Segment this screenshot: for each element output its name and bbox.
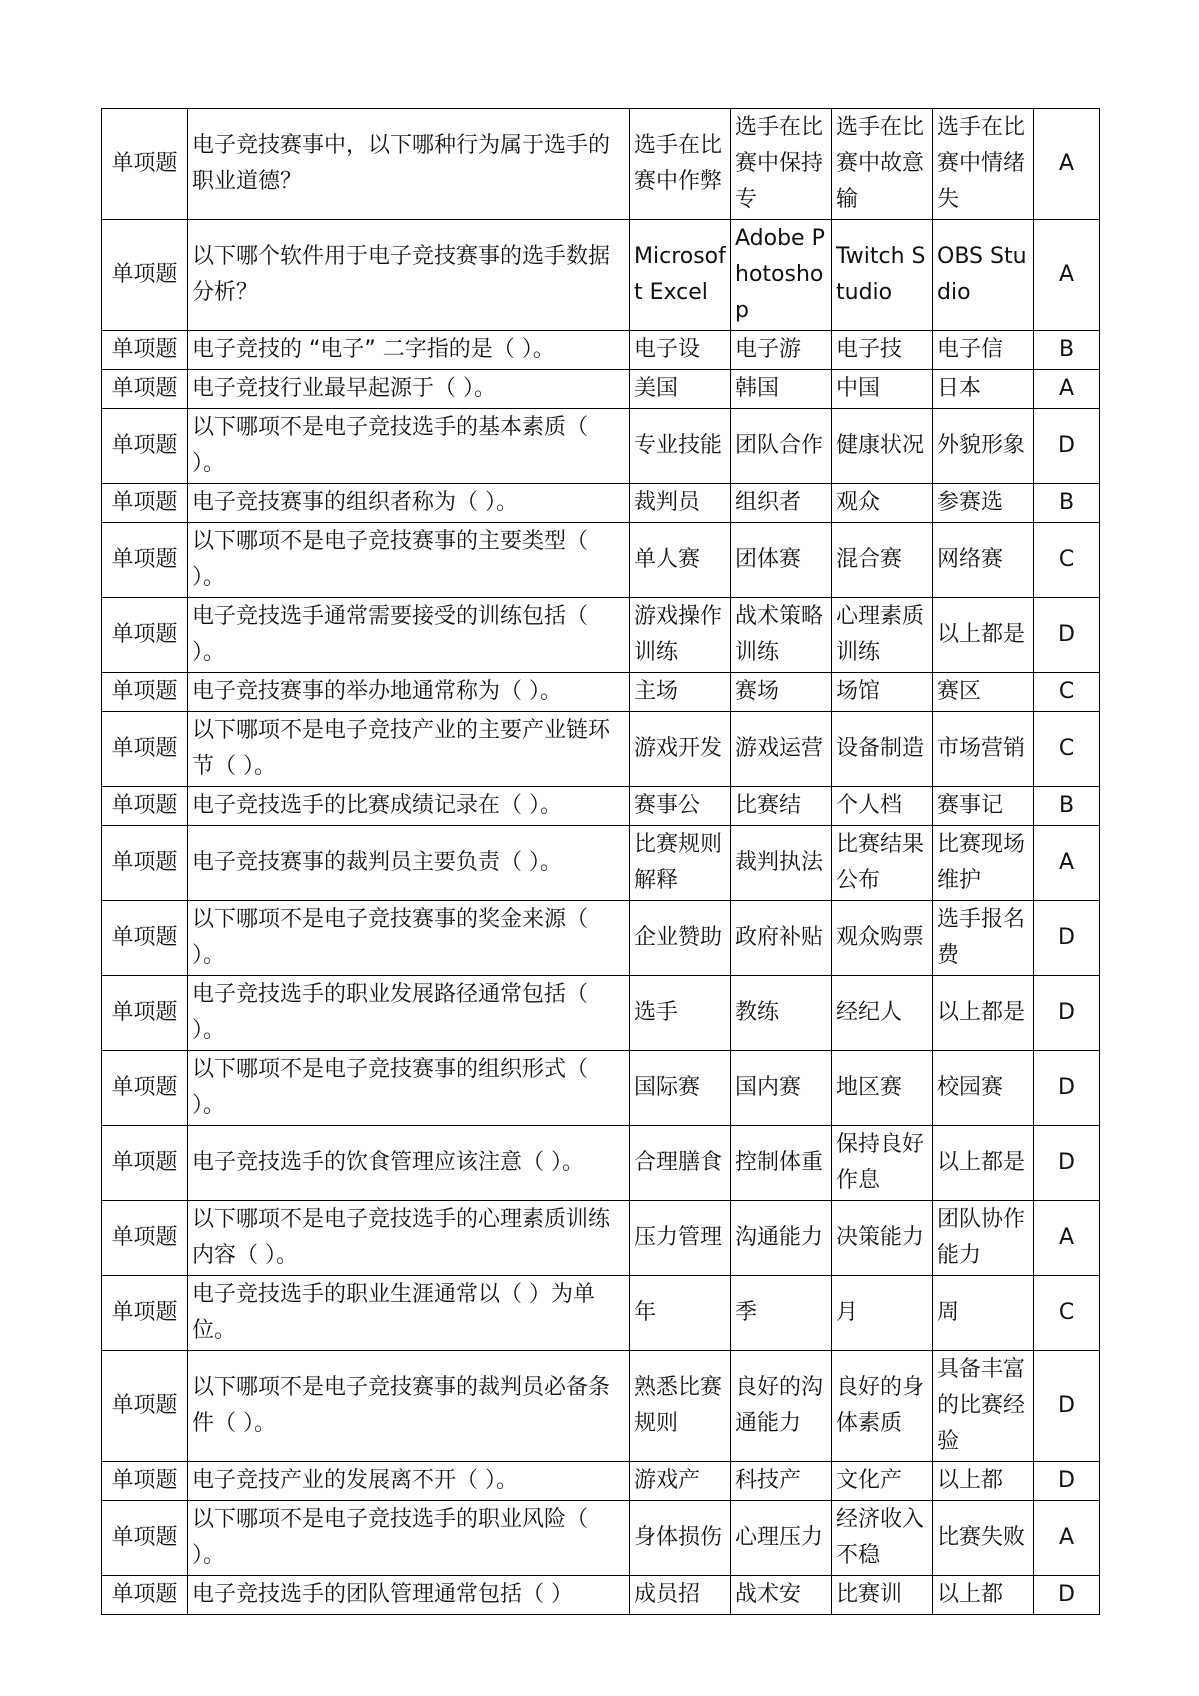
option-a-cell: [630, 1351, 731, 1462]
option-b-text: 韩国: [735, 376, 780, 401]
option-a-text: 熟悉比赛规则: [634, 1375, 723, 1436]
option-d-cell: [933, 370, 1034, 409]
option-b-cell: [731, 1051, 832, 1126]
option-c-text: 保持良好作息: [836, 1132, 925, 1193]
option-a-text: 美国: [634, 376, 679, 401]
question-table: [101, 108, 1100, 1615]
option-b-text: 沟通能力: [735, 1225, 824, 1250]
option-c-cell: [832, 976, 933, 1051]
option-d-cell: [933, 787, 1034, 826]
option-d-text: 以上都: [937, 1468, 1004, 1493]
question-type-cell: 单项题: [102, 673, 188, 712]
option-a-cell: [630, 1126, 731, 1201]
option-c-cell: [832, 787, 933, 826]
option-b-cell: [731, 1201, 832, 1276]
option-d-text: 电子信: [937, 337, 1004, 362]
option-c-cell: [832, 370, 933, 409]
question-row: [102, 787, 1100, 826]
option-d-cell: [933, 673, 1034, 712]
option-d-cell: [933, 1201, 1034, 1276]
option-a-cell: [630, 901, 731, 976]
question-row: [102, 976, 1100, 1051]
option-a-cell: [630, 1201, 731, 1276]
option-b-cell: [731, 1501, 832, 1576]
option-c-text: 文化产: [836, 1468, 903, 1493]
question-row: [102, 1126, 1100, 1201]
question-row: [102, 1201, 1100, 1276]
option-c-cell: [832, 1051, 933, 1126]
question-text-cell: 电子竞技产业的发展离不开（ ）。: [188, 1462, 630, 1501]
option-b-text: 控制体重: [735, 1150, 824, 1175]
option-b-cell: [731, 409, 832, 484]
question-text-cell: 电子竞技赛事的裁判员主要负责（ ）。: [188, 826, 630, 901]
option-d-cell: [933, 523, 1034, 598]
option-d-cell: [933, 1501, 1034, 1576]
option-a-text: 游戏开发: [634, 736, 723, 761]
option-c-cell: [832, 1201, 933, 1276]
option-c-cell: [832, 523, 933, 598]
option-a-text: 成员招: [634, 1582, 701, 1607]
option-d-text: 周: [937, 1300, 960, 1325]
option-d-text: 赛区: [937, 679, 982, 704]
option-a-text: 选手: [634, 1000, 679, 1025]
answer-cell: A: [1034, 1501, 1100, 1576]
option-b-text: 季: [735, 1300, 758, 1325]
option-a-cell: [630, 1462, 731, 1501]
option-a-text: 游戏产: [634, 1468, 701, 1493]
answer-cell: A: [1034, 1201, 1100, 1276]
option-d-text: OBS Studio: [937, 244, 1027, 305]
option-b-cell: [731, 826, 832, 901]
option-b-cell: [731, 598, 832, 673]
answer-cell: A: [1034, 109, 1100, 220]
option-c-text: 个人档: [836, 793, 903, 818]
option-a-cell: [630, 826, 731, 901]
option-a-cell: [630, 220, 731, 331]
answer-cell: D: [1034, 409, 1100, 484]
answer-cell: D: [1034, 1351, 1100, 1462]
question-type-cell: 单项题: [102, 1351, 188, 1462]
answer-cell: C: [1034, 712, 1100, 787]
option-d-cell: [933, 409, 1034, 484]
option-a-cell: [630, 598, 731, 673]
option-d-cell: [933, 598, 1034, 673]
option-d-cell: [933, 1126, 1034, 1201]
option-d-cell: [933, 484, 1034, 523]
question-text-cell: 电子竞技选手的职业生涯通常以（ ）为单位。: [188, 1276, 630, 1351]
option-a-text: 单人赛: [634, 547, 701, 572]
option-c-cell: [832, 484, 933, 523]
option-c-text: 月: [836, 1300, 859, 1325]
option-c-text: 心理素质训练: [836, 604, 925, 665]
question-type-cell: 单项题: [102, 484, 188, 523]
option-a-cell: [630, 370, 731, 409]
option-c-text: 决策能力: [836, 1225, 925, 1250]
option-c-cell: [832, 331, 933, 370]
question-row: [102, 484, 1100, 523]
question-row: [102, 712, 1100, 787]
option-b-cell: [731, 976, 832, 1051]
option-d-cell: [933, 901, 1034, 976]
question-type-cell: 单项题: [102, 409, 188, 484]
question-row: [102, 331, 1100, 370]
option-d-cell: [933, 331, 1034, 370]
answer-cell: D: [1034, 901, 1100, 976]
question-text-cell: 电子竞技赛事中，以下哪种行为属于选手的职业道德？: [188, 109, 630, 220]
question-text-cell: 以下哪项不是电子竞技赛事的组织形式（ ）。: [188, 1051, 630, 1126]
answer-cell: B: [1034, 484, 1100, 523]
question-text-cell: 电子竞技的 “电子” 二字指的是（ ）。: [188, 331, 630, 370]
answer-cell: D: [1034, 976, 1100, 1051]
question-text-cell: 以下哪项不是电子竞技选手的心理素质训练内容（ ）。: [188, 1201, 630, 1276]
question-text-cell: 以下哪项不是电子竞技赛事的主要类型（ ）。: [188, 523, 630, 598]
option-b-text: 科技产: [735, 1468, 802, 1493]
option-a-text: 比赛规则解释: [634, 832, 723, 893]
option-d-text: 参赛选: [937, 490, 1004, 515]
option-d-text: 日本: [937, 376, 982, 401]
option-d-text: 网络赛: [937, 547, 1004, 572]
option-b-cell: [731, 109, 832, 220]
option-d-cell: [933, 976, 1034, 1051]
question-type-cell: 单项题: [102, 220, 188, 331]
option-b-text: 裁判执法: [735, 850, 824, 875]
question-type-cell: 单项题: [102, 1462, 188, 1501]
question-text-cell: 电子竞技赛事的组织者称为（ ）。: [188, 484, 630, 523]
question-row: [102, 109, 1100, 220]
option-b-text: 电子游: [735, 337, 802, 362]
option-a-text: 裁判员: [634, 490, 701, 515]
question-text-cell: 以下哪项不是电子竞技赛事的裁判员必备条件（ ）。: [188, 1351, 630, 1462]
answer-cell: D: [1034, 1576, 1100, 1615]
question-type-cell: 单项题: [102, 523, 188, 598]
option-d-text: 选手在比赛中情绪失: [937, 115, 1026, 212]
option-d-cell: [933, 220, 1034, 331]
option-b-text: 赛场: [735, 679, 780, 704]
option-b-cell: [731, 331, 832, 370]
answer-cell: B: [1034, 331, 1100, 370]
option-d-text: 校园赛: [937, 1075, 1004, 1100]
question-text-cell: 电子竞技赛事的举办地通常称为（ ）。: [188, 673, 630, 712]
option-d-cell: [933, 712, 1034, 787]
question-row: [102, 1501, 1100, 1576]
question-type-cell: 单项题: [102, 1276, 188, 1351]
option-a-text: 国际赛: [634, 1075, 701, 1100]
option-b-text: 心理压力: [735, 1525, 824, 1550]
option-c-text: 场馆: [836, 679, 881, 704]
option-b-cell: [731, 370, 832, 409]
option-b-cell: [731, 523, 832, 598]
option-a-cell: [630, 712, 731, 787]
option-d-text: 团队协作能力: [937, 1207, 1026, 1268]
answer-cell: D: [1034, 1462, 1100, 1501]
question-type-cell: 单项题: [102, 1201, 188, 1276]
question-text-cell: 电子竞技选手的饮食管理应该注意（ ）。: [188, 1126, 630, 1201]
option-c-cell: [832, 901, 933, 976]
option-a-text: 年: [634, 1300, 657, 1325]
option-b-cell: [731, 220, 832, 331]
option-c-cell: [832, 109, 933, 220]
question-row: [102, 901, 1100, 976]
answer-cell: D: [1034, 1126, 1100, 1201]
option-c-cell: [832, 1501, 933, 1576]
option-b-text: 组织者: [735, 490, 802, 515]
question-type-cell: 单项题: [102, 1051, 188, 1126]
option-a-text: Microsoft Excel: [634, 244, 726, 305]
option-c-cell: [832, 1126, 933, 1201]
option-b-text: 游戏运营: [735, 736, 824, 761]
question-type-cell: 单项题: [102, 901, 188, 976]
question-row: [102, 598, 1100, 673]
question-text-cell: 以下哪项不是电子竞技赛事的奖金来源（ ）。: [188, 901, 630, 976]
option-a-text: 身体损伤: [634, 1525, 723, 1550]
option-d-text: 以上都是: [937, 1000, 1026, 1025]
option-a-text: 选手在比赛中作弊: [634, 133, 723, 194]
option-d-text: 比赛现场维护: [937, 832, 1026, 893]
option-d-text: 以上都: [937, 1582, 1004, 1607]
option-a-cell: [630, 787, 731, 826]
option-a-text: 企业赞助: [634, 925, 723, 950]
question-row: [102, 370, 1100, 409]
option-b-text: 政府补贴: [735, 925, 824, 950]
option-d-text: 赛事记: [937, 793, 1004, 818]
question-row: [102, 523, 1100, 598]
option-c-text: 电子技: [836, 337, 903, 362]
option-a-cell: [630, 1501, 731, 1576]
answer-cell: A: [1034, 826, 1100, 901]
option-a-text: 主场: [634, 679, 679, 704]
option-c-cell: [832, 826, 933, 901]
question-row: [102, 826, 1100, 901]
option-c-cell: [832, 1462, 933, 1501]
option-b-cell: [731, 673, 832, 712]
question-type-cell: 单项题: [102, 1576, 188, 1615]
option-b-cell: [731, 787, 832, 826]
question-type-cell: 单项题: [102, 109, 188, 220]
question-type-cell: 单项题: [102, 598, 188, 673]
option-c-cell: [832, 673, 933, 712]
option-b-cell: [731, 484, 832, 523]
option-d-cell: [933, 109, 1034, 220]
option-b-text: Adobe Photoshop: [735, 226, 825, 323]
option-b-text: 教练: [735, 1000, 780, 1025]
option-a-text: 压力管理: [634, 1225, 723, 1250]
answer-cell: C: [1034, 523, 1100, 598]
option-a-cell: [630, 484, 731, 523]
option-b-cell: [731, 1126, 832, 1201]
option-c-text: 经济收入不稳: [836, 1507, 925, 1568]
question-text-cell: 电子竞技选手的职业发展路径通常包括（ ）。: [188, 976, 630, 1051]
question-text-cell: 以下哪项不是电子竞技选手的基本素质（ ）。: [188, 409, 630, 484]
option-b-text: 比赛结: [735, 793, 802, 818]
question-type-cell: 单项题: [102, 787, 188, 826]
question-row: [102, 1051, 1100, 1126]
option-a-text: 电子设: [634, 337, 701, 362]
option-d-cell: [933, 1351, 1034, 1462]
option-c-text: 混合赛: [836, 547, 903, 572]
question-text-cell: 电子竞技选手通常需要接受的训练包括（ ）。: [188, 598, 630, 673]
question-type-cell: 单项题: [102, 331, 188, 370]
option-a-cell: [630, 1576, 731, 1615]
option-b-cell: [731, 1576, 832, 1615]
option-d-text: 具备丰富的比赛经验: [937, 1357, 1026, 1454]
option-d-text: 比赛失败: [937, 1525, 1026, 1550]
question-text-cell: 电子竞技行业最早起源于（ ）。: [188, 370, 630, 409]
answer-cell: C: [1034, 673, 1100, 712]
option-a-cell: [630, 1051, 731, 1126]
question-row: [102, 673, 1100, 712]
question-type-cell: 单项题: [102, 712, 188, 787]
question-text-cell: 以下哪项不是电子竞技产业的主要产业链环节（ ）。: [188, 712, 630, 787]
option-c-text: 比赛结果公布: [836, 832, 925, 893]
option-a-text: 专业技能: [634, 433, 723, 458]
option-b-cell: [731, 1462, 832, 1501]
option-c-text: 观众: [836, 490, 881, 515]
option-b-cell: [731, 1351, 832, 1462]
option-a-text: 合理膳食: [634, 1150, 723, 1175]
option-c-text: 良好的身体素质: [836, 1375, 925, 1436]
question-type-cell: 单项题: [102, 1501, 188, 1576]
question-row: [102, 1351, 1100, 1462]
question-row: [102, 1276, 1100, 1351]
option-c-text: 经纪人: [836, 1000, 903, 1025]
question-row: [102, 220, 1100, 331]
option-d-cell: [933, 826, 1034, 901]
option-b-cell: [731, 1276, 832, 1351]
option-b-text: 国内赛: [735, 1075, 802, 1100]
option-a-text: 游戏操作训练: [634, 604, 723, 665]
answer-cell: A: [1034, 220, 1100, 331]
option-d-text: 选手报名费: [937, 907, 1026, 968]
question-row: [102, 1462, 1100, 1501]
option-a-cell: [630, 1276, 731, 1351]
option-d-text: 以上都是: [937, 1150, 1026, 1175]
option-c-text: Twitch Studio: [836, 244, 926, 305]
option-d-cell: [933, 1576, 1034, 1615]
option-c-cell: [832, 1351, 933, 1462]
question-type-cell: 单项题: [102, 976, 188, 1051]
option-d-cell: [933, 1276, 1034, 1351]
option-d-cell: [933, 1462, 1034, 1501]
option-c-cell: [832, 220, 933, 331]
option-a-cell: [630, 109, 731, 220]
option-c-text: 选手在比赛中故意输: [836, 115, 925, 212]
option-b-cell: [731, 901, 832, 976]
question-text-cell: 以下哪个软件用于电子竞技赛事的选手数据分析？: [188, 220, 630, 331]
option-b-text: 团体赛: [735, 547, 802, 572]
option-a-cell: [630, 976, 731, 1051]
answer-cell: D: [1034, 1051, 1100, 1126]
option-b-text: 战术安: [735, 1582, 802, 1607]
option-c-cell: [832, 712, 933, 787]
option-a-text: 赛事公: [634, 793, 701, 818]
option-b-text: 良好的沟通能力: [735, 1375, 824, 1436]
question-text-cell: 以下哪项不是电子竞技选手的职业风险（ ）。: [188, 1501, 630, 1576]
option-b-cell: [731, 712, 832, 787]
option-c-cell: [832, 1276, 933, 1351]
question-row: [102, 1576, 1100, 1615]
option-c-text: 设备制造: [836, 736, 925, 761]
question-type-cell: 单项题: [102, 370, 188, 409]
question-text-cell: 电子竞技选手的团队管理通常包括（ ）: [188, 1576, 630, 1615]
option-c-text: 观众购票: [836, 925, 925, 950]
option-c-text: 地区赛: [836, 1075, 903, 1100]
question-text-cell: 电子竞技选手的比赛成绩记录在（ ）。: [188, 787, 630, 826]
option-a-cell: [630, 409, 731, 484]
option-d-text: 外貌形象: [937, 433, 1026, 458]
option-c-text: 中国: [836, 376, 881, 401]
option-c-text: 比赛训: [836, 1582, 903, 1607]
answer-cell: A: [1034, 370, 1100, 409]
option-b-text: 团队合作: [735, 433, 824, 458]
option-c-cell: [832, 1576, 933, 1615]
option-c-cell: [832, 598, 933, 673]
option-d-text: 市场营销: [937, 736, 1026, 761]
option-c-text: 健康状况: [836, 433, 925, 458]
question-type-cell: 单项题: [102, 826, 188, 901]
question-row: [102, 409, 1100, 484]
option-a-cell: [630, 523, 731, 598]
question-type-cell: 单项题: [102, 1126, 188, 1201]
option-c-cell: [832, 409, 933, 484]
option-a-cell: [630, 331, 731, 370]
option-b-text: 选手在比赛中保持专: [735, 115, 824, 212]
option-a-cell: [630, 673, 731, 712]
answer-cell: C: [1034, 1276, 1100, 1351]
option-d-cell: [933, 1051, 1034, 1126]
answer-cell: B: [1034, 787, 1100, 826]
option-d-text: 以上都是: [937, 622, 1026, 647]
option-b-text: 战术策略训练: [735, 604, 824, 665]
answer-cell: D: [1034, 598, 1100, 673]
